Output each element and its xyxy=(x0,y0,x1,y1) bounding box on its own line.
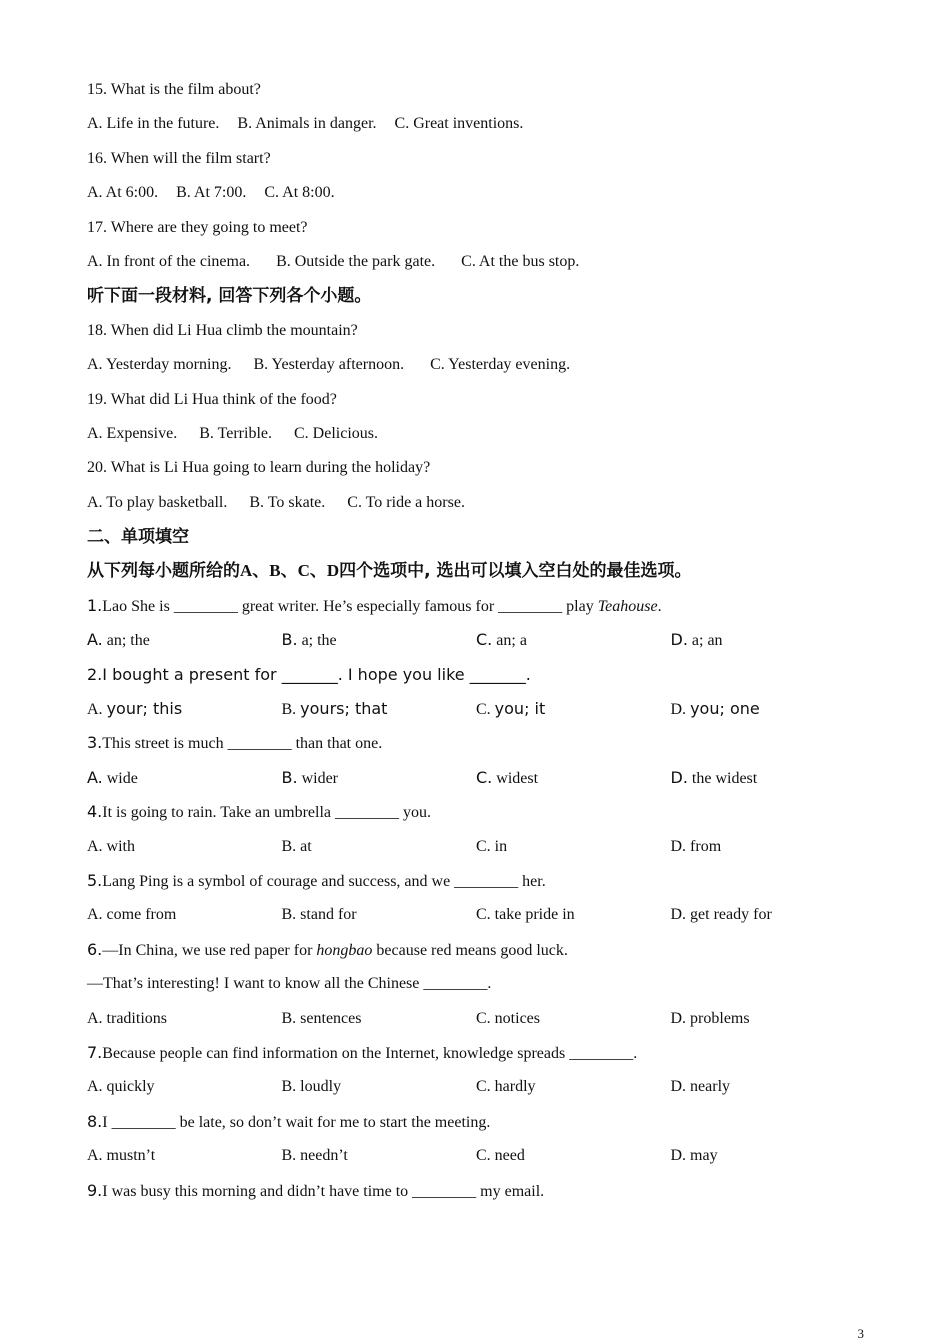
option-d: D. nearly xyxy=(670,1078,731,1096)
option-text: yours; that xyxy=(300,699,388,719)
question-number: 6. xyxy=(87,939,103,959)
option-a xyxy=(87,766,282,800)
question-text: I ________ be late, so don’t wait for me to start the meeting. xyxy=(102,1113,491,1131)
question-6 xyxy=(87,938,887,972)
options-1 xyxy=(87,628,887,662)
question-7 xyxy=(87,1041,887,1075)
option-text: widest xyxy=(496,769,539,787)
options-8 xyxy=(87,1144,887,1178)
question-text: I was busy this morning and didn’t have time to ________ my email. xyxy=(102,1182,545,1200)
option-d xyxy=(671,697,866,731)
exam-page xyxy=(87,78,887,1213)
option-text: you; it xyxy=(494,699,546,719)
option-text: a; the xyxy=(301,632,337,650)
option-letter: B. xyxy=(281,630,298,650)
option-b xyxy=(282,766,477,800)
option-c: C. Yesterday evening. xyxy=(430,356,571,374)
option-b: B. To skate. xyxy=(249,493,326,511)
option-c: C. Delicious. xyxy=(294,424,378,442)
option-c: C. notices xyxy=(476,1009,540,1027)
question-17 xyxy=(87,216,887,250)
option-text: you; one xyxy=(690,699,760,719)
title-italic: Teahouse xyxy=(597,597,658,615)
option-c: C. To ride a horse. xyxy=(347,493,465,511)
question-19 xyxy=(87,388,887,422)
options-20 xyxy=(87,491,887,525)
option-a: A. In front of the cinema. xyxy=(87,252,251,270)
option-letter: A. xyxy=(87,630,103,650)
question-15 xyxy=(87,78,887,112)
option-c: C. need xyxy=(476,1147,525,1165)
question-number: 1. xyxy=(87,595,103,615)
option-d xyxy=(671,766,866,800)
question-3 xyxy=(87,731,887,765)
option-d xyxy=(671,628,866,662)
italic-word: hongbao xyxy=(316,941,373,959)
question-text: Lang Ping is a symbol of courage and success, and we ________ her. xyxy=(102,872,546,890)
question-2: 2.I bought a present for _______. I hope you like _______. xyxy=(87,664,531,684)
question-1 xyxy=(87,594,887,628)
option-b: B. At 7:00. xyxy=(176,184,247,202)
question-number: 3. xyxy=(87,733,103,753)
instruction-post: 四个选项中, 选出可以填入空白处的最佳选项。 xyxy=(339,561,692,582)
question-text: 17. Where are they going to meet? xyxy=(87,218,308,236)
question-8 xyxy=(87,1110,887,1144)
option-letter: D. xyxy=(670,767,688,787)
question-text: —In China, we use red paper for xyxy=(102,941,317,959)
option-letter: C. xyxy=(476,701,491,719)
option-d: D. problems xyxy=(670,1009,750,1027)
question-text: 19. What did Li Hua think of the food? xyxy=(87,390,337,408)
instruction-pre: 从下列每小题所给的 xyxy=(87,561,240,582)
section-title: 二、单项填空 xyxy=(87,527,189,548)
option-a: A. with xyxy=(87,837,135,855)
option-c: C. hardly xyxy=(476,1078,536,1096)
options-19 xyxy=(87,422,887,456)
option-b: B. Animals in danger. xyxy=(237,115,377,133)
option-letter: D. xyxy=(670,701,687,719)
options-3 xyxy=(87,766,887,800)
listening-instruction: 听下面一段材料, 回答下列各个小题。 xyxy=(87,286,372,307)
option-text: an; the xyxy=(106,632,150,650)
option-a: A. mustn’t xyxy=(87,1147,156,1165)
question-text-end: . xyxy=(657,597,662,615)
option-text: an; a xyxy=(496,632,527,650)
option-d: D. may xyxy=(670,1147,718,1165)
option-letter: D. xyxy=(670,630,688,650)
option-text: your; this xyxy=(106,699,183,719)
option-b: B. at xyxy=(281,837,312,855)
options-7 xyxy=(87,1075,887,1109)
option-d: D. from xyxy=(670,837,722,855)
question-text: 20. What is Li Hua going to learn during the holiday? xyxy=(87,459,431,477)
option-b: B. loudly xyxy=(281,1078,342,1096)
options-16 xyxy=(87,181,887,215)
option-a: A. Yesterday morning. xyxy=(87,356,232,374)
question-number: 4. xyxy=(87,802,103,822)
option-d: D. get ready for xyxy=(670,906,772,924)
question-text: 16. When will the film start? xyxy=(87,149,271,167)
question-text-end: because red means good luck. xyxy=(372,941,568,959)
instruction-letters: A、B、C、D xyxy=(240,561,340,581)
question-16 xyxy=(87,147,887,181)
option-c: C. take pride in xyxy=(476,906,575,924)
option-c xyxy=(476,697,671,731)
option-text: a; an xyxy=(691,632,723,650)
option-b: B. sentences xyxy=(281,1009,362,1027)
option-letter: B. xyxy=(281,767,298,787)
question-18 xyxy=(87,319,887,353)
option-text: wider xyxy=(301,769,338,787)
options-6 xyxy=(87,1007,887,1041)
option-letter: A. xyxy=(87,767,103,787)
option-letter: A. xyxy=(87,701,103,719)
options-2 xyxy=(87,697,887,731)
option-a: A. To play basketball. xyxy=(87,493,228,511)
option-c xyxy=(476,766,671,800)
option-a: A. come from xyxy=(87,906,177,924)
question-5 xyxy=(87,869,887,903)
option-a xyxy=(87,697,282,731)
question-number: 9. xyxy=(87,1180,103,1200)
section-instruction xyxy=(87,559,887,593)
option-b: B. Outside the park gate. xyxy=(276,252,436,270)
question-6-line2: —That’s interesting! I want to know all the Chinese ________. xyxy=(87,975,492,993)
option-b: B. stand for xyxy=(281,906,357,924)
option-a: A. Expensive. xyxy=(87,424,178,442)
option-text: wide xyxy=(106,769,138,787)
option-b xyxy=(282,628,477,662)
option-b: B. Yesterday afternoon. xyxy=(253,356,405,374)
question-text: It is going to rain. Take an umbrella ________ you. xyxy=(102,804,432,822)
option-c xyxy=(476,628,671,662)
question-text: 18. When did Li Hua climb the mountain? xyxy=(87,321,358,339)
option-a xyxy=(87,628,282,662)
question-text: Lao She is ________ great writer. He’s especially famous for ________ play xyxy=(102,597,598,615)
question-20 xyxy=(87,456,887,490)
option-a: A. At 6:00. xyxy=(87,184,159,202)
question-number: 8. xyxy=(87,1111,103,1131)
question-number: 5. xyxy=(87,870,103,890)
option-c: C. Great inventions. xyxy=(394,115,524,133)
option-letter: C. xyxy=(476,630,493,650)
option-letter: C. xyxy=(476,767,493,787)
page-number: 3 xyxy=(857,1326,864,1341)
question-9 xyxy=(87,1179,887,1213)
question-text: This street is much ________ than that one. xyxy=(102,735,383,753)
option-text: the widest xyxy=(691,769,758,787)
option-b: B. needn’t xyxy=(281,1147,348,1165)
question-number: 7. xyxy=(87,1042,103,1062)
option-letter: B. xyxy=(281,701,297,719)
option-a: A. quickly xyxy=(87,1078,155,1096)
option-b xyxy=(282,697,477,731)
options-4 xyxy=(87,835,887,869)
options-17 xyxy=(87,250,887,284)
option-c: C. in xyxy=(476,837,508,855)
question-text: Because people can find information on the Internet, knowledge spreads ________. xyxy=(102,1044,638,1062)
option-c: C. At 8:00. xyxy=(264,184,335,202)
options-15 xyxy=(87,112,887,146)
option-b: B. Terrible. xyxy=(199,424,272,442)
options-18 xyxy=(87,353,887,387)
question-text: 15. What is the film about? xyxy=(87,81,261,98)
option-a: A. traditions xyxy=(87,1009,167,1027)
option-a: A. Life in the future. xyxy=(87,115,220,133)
option-c: C. At the bus stop. xyxy=(461,252,580,270)
question-4 xyxy=(87,800,887,834)
options-5 xyxy=(87,903,887,937)
